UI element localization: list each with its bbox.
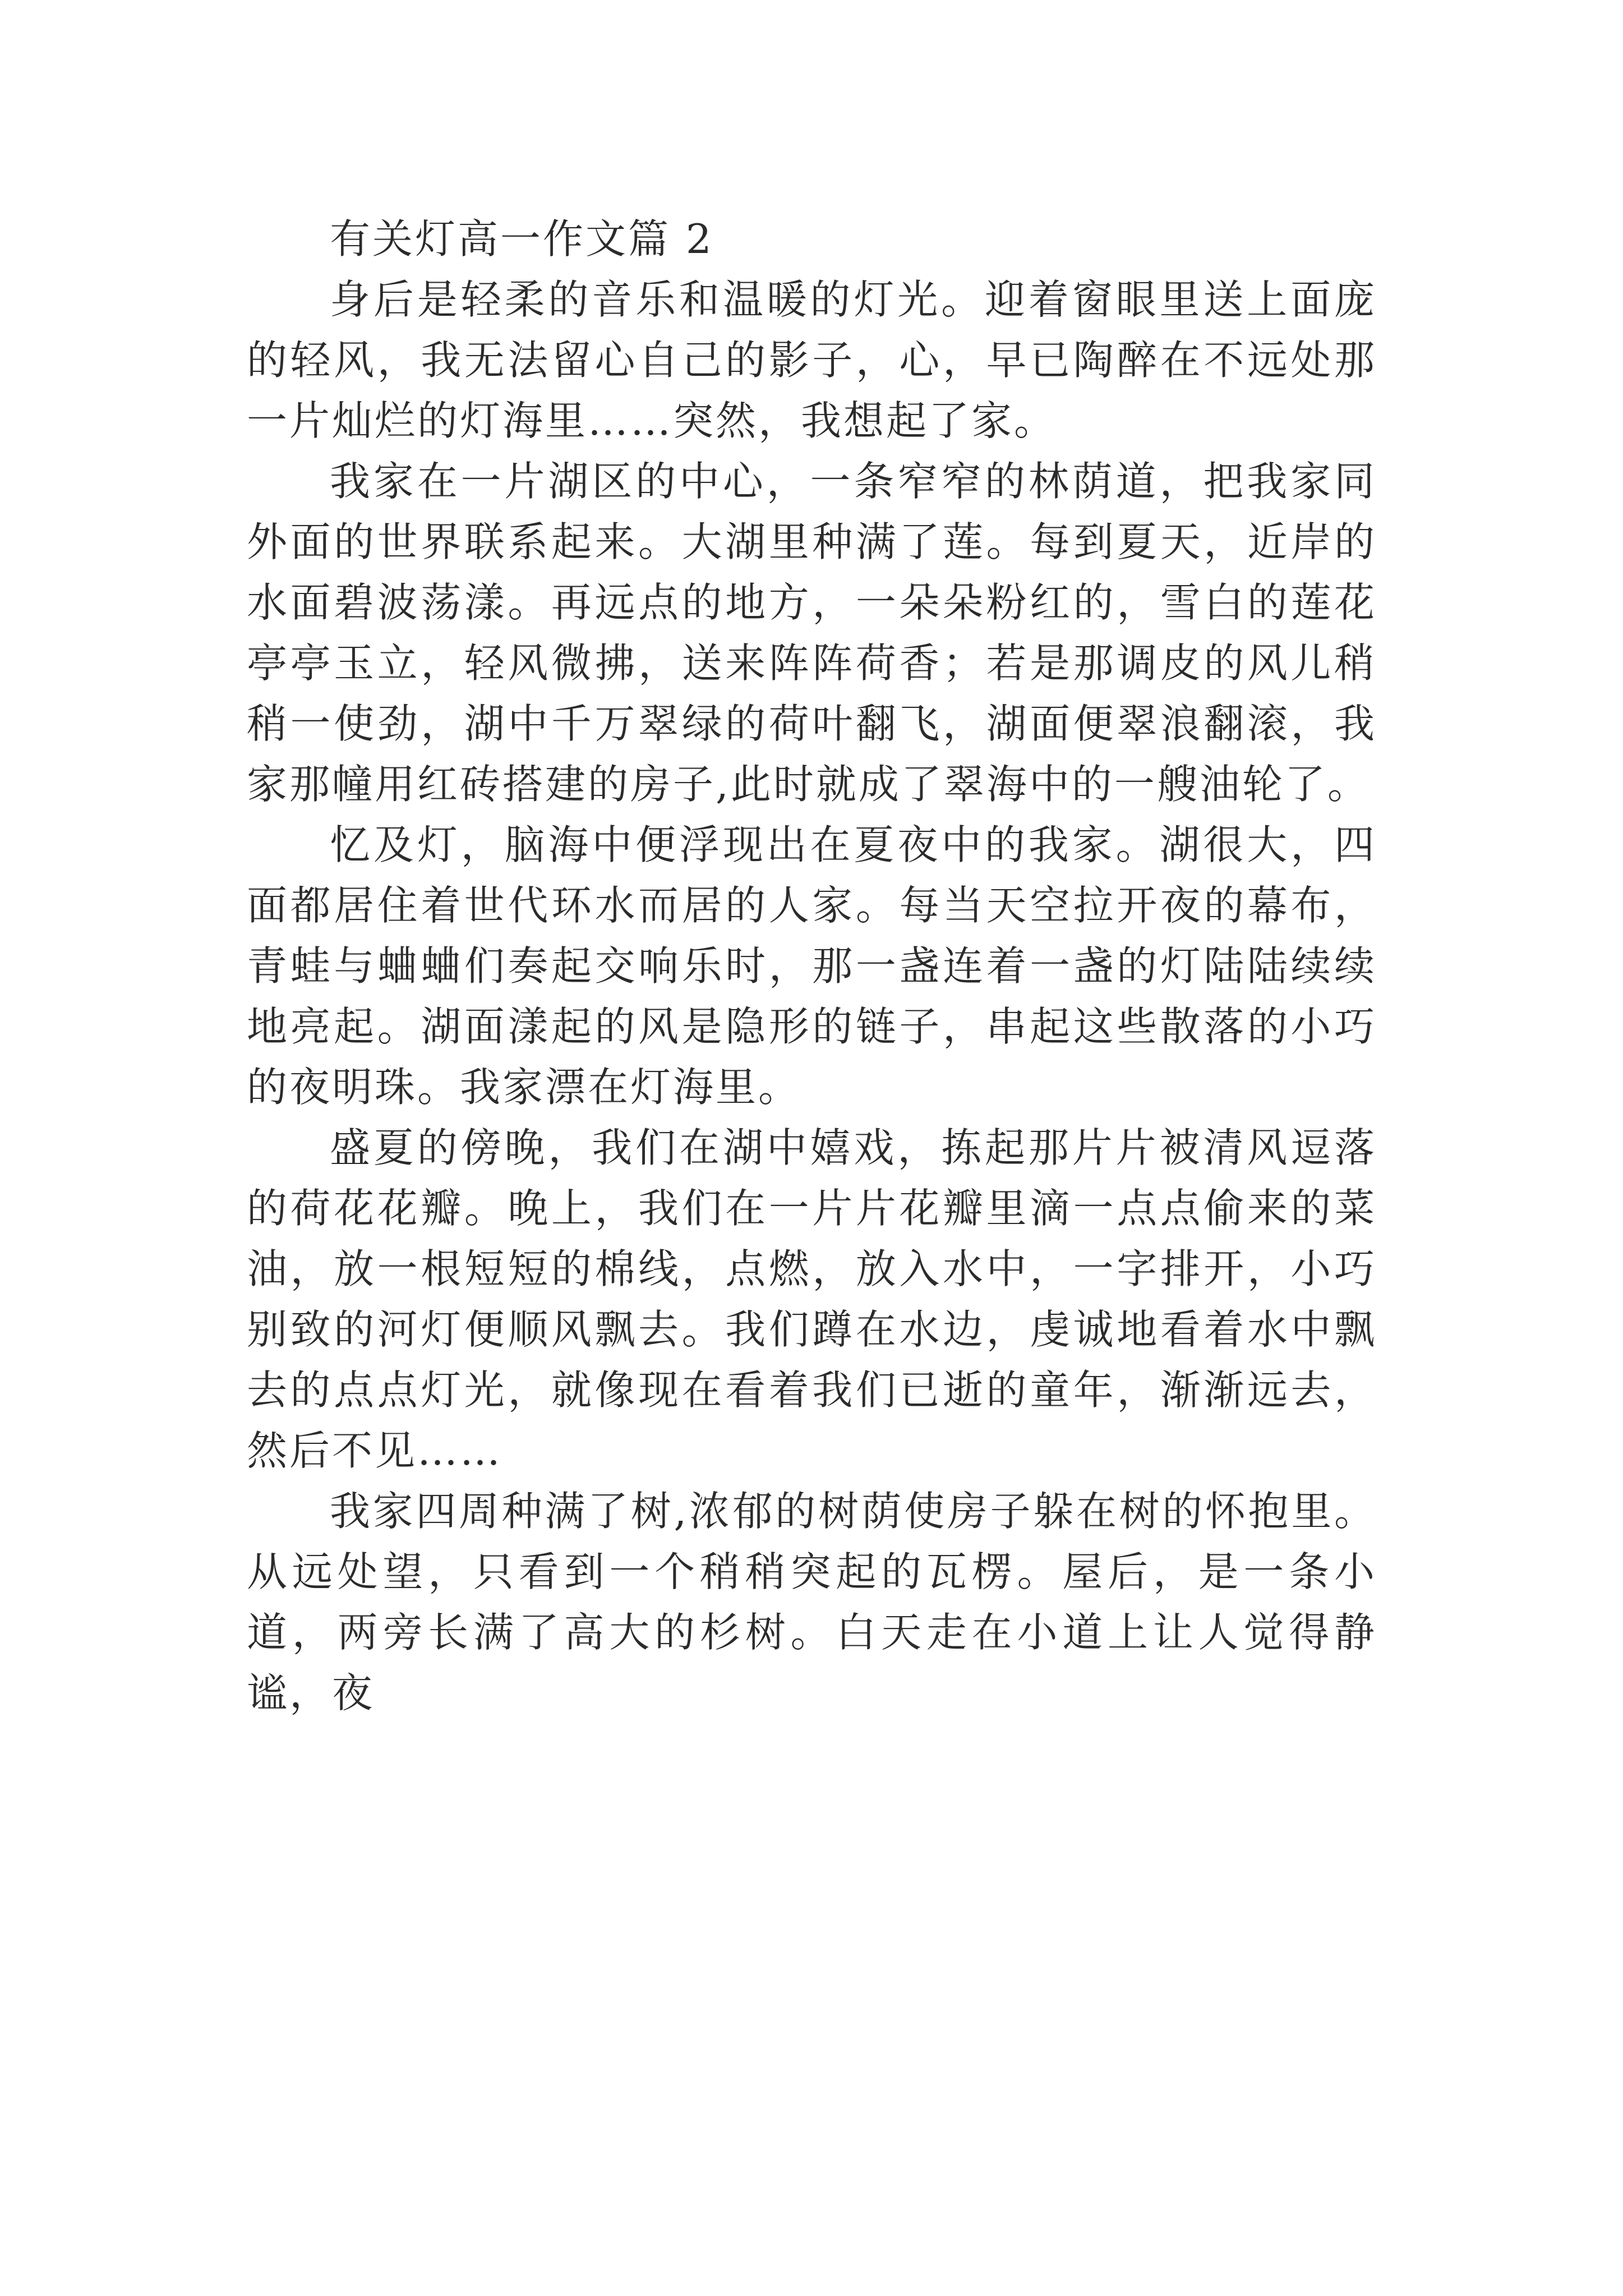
document-body (247, 209, 1377, 1723)
paragraph-5: 我家四周种满了树,浓郁的树荫使房子躲在树的怀抱里。从远处望，只看到一个稍稍突起的瓦楞。屋后，是一条小道，两旁长满了高大的杉树。白天走在小道上让人觉得静谧，夜 (247, 1488, 1377, 1717)
essay-title: 有关灯高一作文篇 2 (330, 215, 714, 263)
paragraph-1: 身后是轻柔的音乐和温暖的灯光。迎着窗眼里送上面庞的轻风，我无法留心自己的影子，心，早已陶醉在不远处那一片灿烂的灯海里……突然，我想起了家。 (247, 276, 1377, 444)
paragraph-2: 我家在一片湖区的中心，一条窄窄的林荫道，把我家同外面的世界联系起来。大湖里种满了莲。每到夏天，近岸的水面碧波荡漾。再远点的地方，一朵朵粉红的，雪白的莲花亭亭玉立，轻风微拂，送来阵阵荷香；若是那调皮的风儿稍稍一使劲，湖中千万翠绿的荷叶翻飞，湖面便翠浪翻滚，我家那幢用红砖搭建的房子,此时就成了翠海中的一艘油轮了。 (247, 458, 1377, 808)
paragraph-4: 盛夏的傍晚，我们在湖中嬉戏，拣起那片片被清风逗落的荷花花瓣。晚上，我们在一片片花瓣里滴一点点偷来的菜油，放一根短短的棉线，点燃，放入水中，一字排开，小巧别致的河灯便顺风飘去。我们蹲在水边，虔诚地看着水中飘去的点点灯光，就像现在看着我们已逝的童年，渐渐远去，然后不见…… (247, 1124, 1377, 1474)
paragraph-3: 忆及灯，脑海中便浮现出在夏夜中的我家。湖很大，四面都居住着世代环水而居的人家。每当天空拉开夜的幕布，青蛙与蛐蛐们奏起交响乐时，那一盏连着一盏的灯陆陆续续地亮起。湖面漾起的风是隐形的链子，串起这些散落的小巧的夜明珠。我家漂在灯海里。 (247, 821, 1377, 1111)
